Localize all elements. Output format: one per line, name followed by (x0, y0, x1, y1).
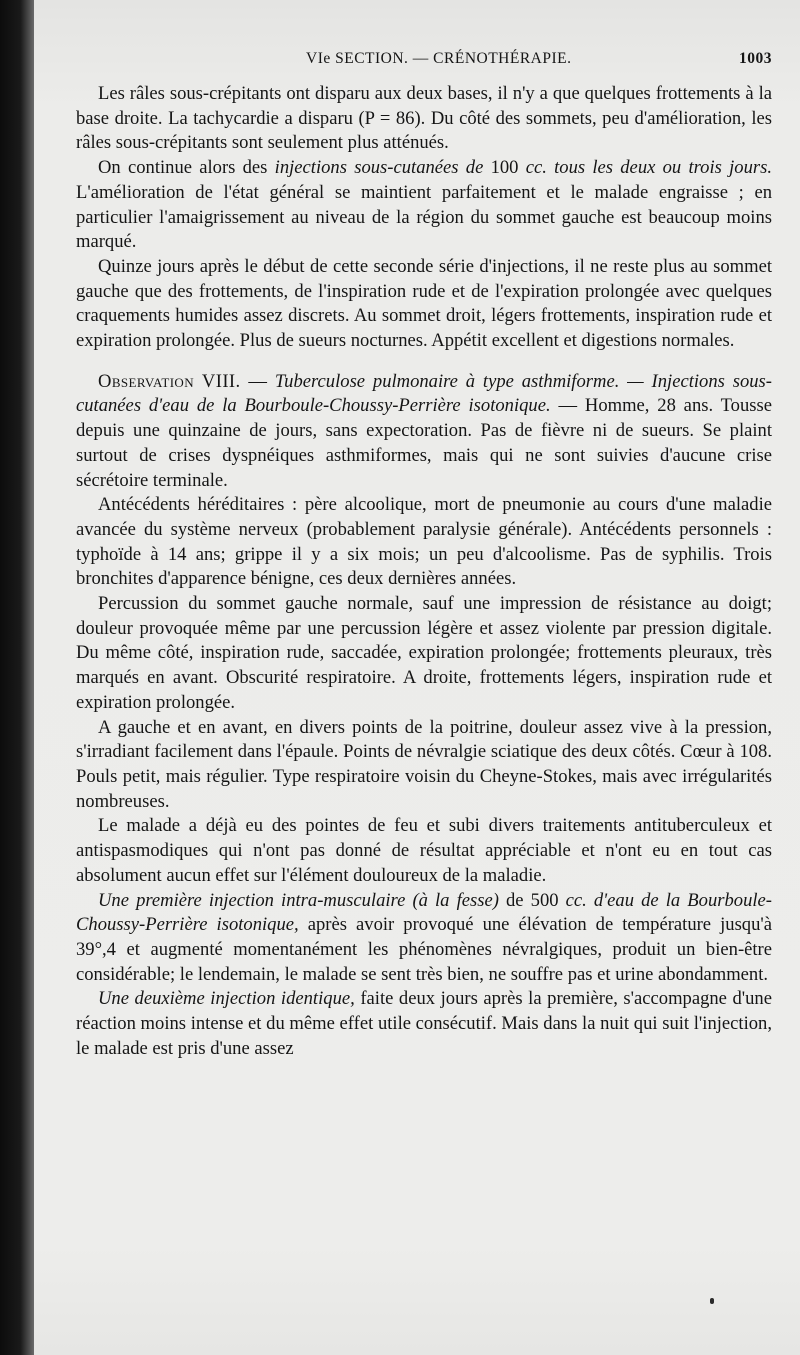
scan-binding-edge (0, 0, 34, 1355)
book-page (34, 0, 800, 1355)
text-run: On continue alors des (98, 157, 268, 179)
paragraph (76, 156, 772, 255)
emphasis: Une première injection intra-musculaire (98, 889, 406, 911)
paragraph: Percussion du sommet gauche normale, sauf une impression de résistance au doigt; douleur provoquée même par une percussion légère et assez violente par pression digitale. Du même côté, inspiration rude, saccadée, expiration prolongée; frottements pleuraux, très marqués en avant. Obscurité respiratoire. A droite, frottements légers, inspiration rude et expiration prolongée. (76, 593, 772, 713)
text-run: faite deux jours après la première, s'accompagne d'une réaction moins intense et du même effet utile consécutif. Mais dans la nuit qui suit l'injection, le malade est pris d'une assez (76, 988, 772, 1059)
page-number: 1003 (739, 50, 772, 67)
emphasis: cc. d'eau de la Bourboule-Choussy-Perrière isotonique, (76, 889, 772, 936)
observation-title: Tuberculose pulmonaire à type asthmiforme. — Injections sous-cutanées d'eau de la Bourboule-Choussy-Perrière isotonique. (76, 370, 772, 417)
emphasis: cc. tous les deux ou trois jours. (525, 157, 772, 179)
running-header (66, 50, 772, 74)
observation-paragraph (76, 370, 772, 494)
running-title: VIe SECTION. — CRÉNOTHÉRAPIE. (306, 50, 572, 67)
number: 500 (530, 889, 559, 911)
paragraph: Quinze jours après le début de cette seconde série d'injections, il ne reste plus au sommet gauche que des frottements, de l'inspiration rude et de l'expiration prolongée avec quelques craquements humides assez discrets. Au sommet droit, légers frottements, inspiration rude et expiration prolongée. Plus de sueurs nocturnes. Appétit excellent et digestions normales. (76, 255, 772, 352)
emphasis: (à la fesse) (412, 889, 499, 911)
body-text (76, 82, 772, 1061)
text-run: de (506, 889, 524, 911)
emphasis: Une deuxième injection identique, (98, 988, 355, 1010)
dash: — (248, 370, 267, 392)
text-run: L'amélioration de l'état général se maintient parfaitement et le malade engraisse ; en particulier l'amaigrissement au niveau de la région du sommet gauche est beaucoup moins marqué. (76, 181, 772, 253)
ink-speck (710, 1298, 714, 1304)
paragraph (76, 889, 772, 988)
text-run: — Homme, 28 ans. Tousse depuis une quinzaine de jours, sans expectoration. Pas de fièvre ni de sueurs. Se plaint surtout de crises dyspnéiques asthmiformes, mais qui ne sont suivies d'aucune crise sécrétoire terminale. (76, 395, 772, 491)
observation-label: Observation VIII. (98, 370, 241, 392)
paragraph: A gauche et en avant, en divers points de la poitrine, douleur assez vive à la pression, s'irradiant facilement dans l'épaule. Points de névralgie sciatique des deux côtés. Cœur à 108. Pouls petit, mais régulier. Type respiratoire voisin du Cheyne-Stokes, mais avec irrégularités nombreuses. (76, 716, 772, 812)
paragraph: Antécédents héréditaires : père alcoolique, mort de pneumonie au cours d'une maladie avancée du système nerveux (probablement paralysie générale). Antécédents personnels : typhoïde à 14 ans; grippe il y a six mois; un peu d'alcoolisme. Pas de syphilis. Trois bronchites d'apparence bénigne, ces deux dernières années. (76, 494, 772, 590)
paragraph: Les râles sous-crépitants ont disparu aux deux bases, il n'y a que quelques frottements à la base droite. La tachycardie a disparu (P = 86). Du côté des sommets, peu d'amélioration, les râles sous-crépitants sont seulement plus atténués. (76, 83, 772, 154)
number: 100 (490, 157, 519, 179)
emphasis: injections sous-cutanées de (274, 157, 484, 179)
paragraph: Le malade a déjà eu des pointes de feu et subi divers traitements antituberculeux et antispasmodiques qui n'ont pas donné de résultat appréciable et n'ont eu en tout cas absolument aucun effet sur l'élément douloureux de la maladie. (76, 815, 772, 886)
text-run: après avoir provoqué une élévation de température jusqu'à 39°,4 et augmenté momentanément les phénomènes névralgiques, produit un bien-être considérable; le lendemain, le malade se sent très bien, ne souffre pas et urine abondamment. (76, 914, 773, 985)
paragraph (76, 987, 772, 1061)
